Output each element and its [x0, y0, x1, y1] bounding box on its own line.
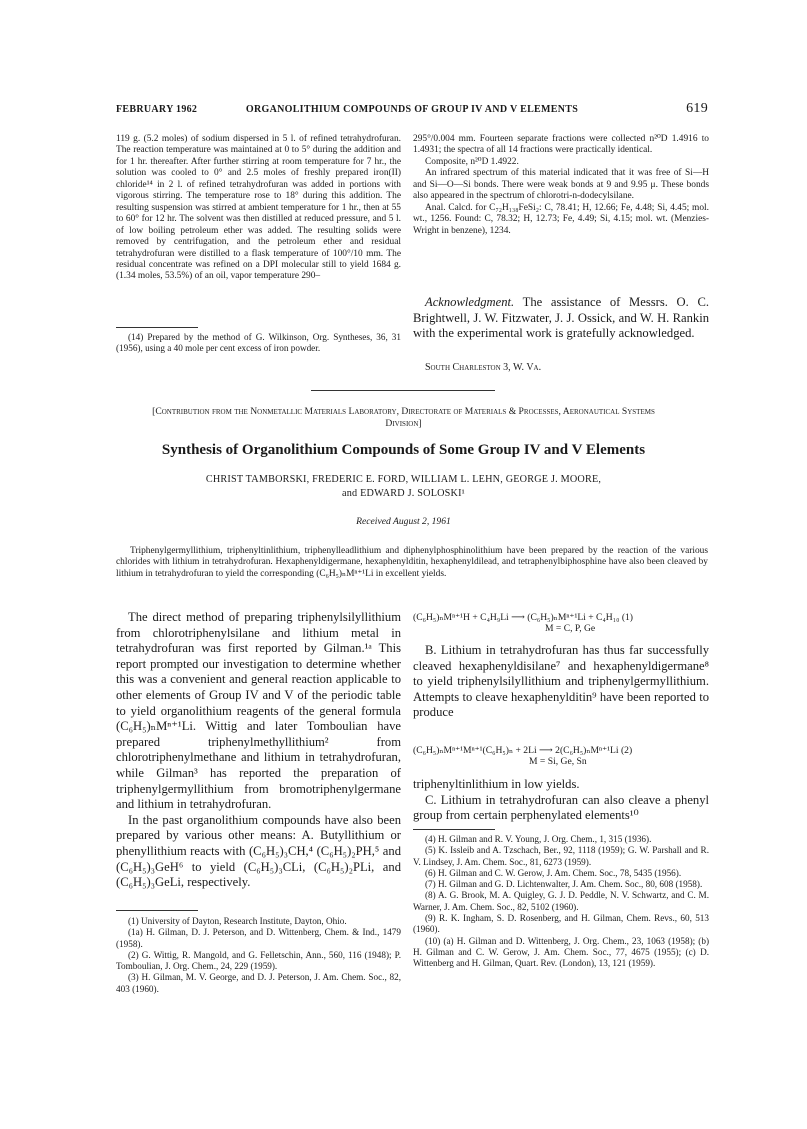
running-header [116, 101, 708, 120]
equation-2 [413, 745, 709, 767]
body-left-footnotes [116, 916, 401, 995]
footnote: (9) R. K. Ingham, S. D. Rosenberg, and H. Gilman, Chem. Revs., 60, 513 (1960). [413, 913, 709, 935]
header-date: FEBRUARY 1962 [116, 104, 198, 115]
footnote: (1) University of Dayton, Research Institute, Dayton, Ohio. [128, 916, 347, 926]
paragraph-b: B. Lithium in tetrahydrofuran has thus far successfully cleaved hexaphenyldisilane⁷ and hexaphenyldigermane⁸ to yield triphenylsilyllithium and triphenylgermyllithium. Attempts to cleave hexaphenylditin⁹ have been reported to produce [413, 643, 709, 720]
header-title: ORGANOLITHIUM COMPOUNDS OF GROUP IV AND V ELEMENTS [245, 104, 579, 115]
authors-line-2: and EDWARD J. SOLOSKI¹ [342, 488, 465, 499]
body-right-footnotes [413, 834, 709, 970]
top-right-column [413, 134, 709, 237]
methods-paragraph: In the past organolithium compounds have also been prepared by various other means: A. Butyllithium or phenyllithium reacts with (C₆H₅)₃CH,⁴ (C₆H₅)₂PH,⁵ and (C₆H₅)₃GeH⁶ to yield (C₆H₅)₃CLi, (C₆H₅)₂PLi, and (C₆H₅)₃GeLi, respectively. [116, 812, 401, 890]
footnote: (3) H. Gilman, M. V. George, and D. J. Peterson, J. Am. Chem. Soc., 82, 403 (1960). [116, 972, 401, 994]
abstract: Triphenylgermyllithium, triphenyltinlithium, triphenylleadlithium and diphenylphosphinolithium have been prepared by the reaction of the various chlorides with lithium in tetrahydrofuran. Hexaphenyldigermane, hexaphenylditin, hexaphenyldilead, and tetraphenylbiphosphine have also been cleaved by lithium in tetrahydrofuran to yield the corresponding (C₆H₅)ₙMⁿ⁺¹Li in excellent yields. [116, 546, 708, 579]
equation-1-line: (C₆H₅)ₙMⁿ⁺¹H + C₄H₉Li ⟶ (C₆H₅)ₙMⁿ⁺¹Li + C₄H₁₀ (1) [413, 612, 634, 623]
footnote-14: (14) Prepared by the method of G. Wilkinson, Org. Syntheses, 36, 31 (1956), using a 40 mole per cent excess of iron powder. [116, 332, 401, 354]
contribution-note: [Contribution from the Nonmetallic Materials Laboratory, Directorate of Materials & Processes, Aeronautical Systems Division] [152, 406, 655, 429]
footnote-rule [116, 910, 198, 911]
footnote: (7) H. Gilman and G. D. Lichtenwalter, J. Am. Chem. Soc., 80, 608 (1958). [425, 879, 703, 890]
footnote: (1a) H. Gilman, D. J. Peterson, and D. Wittenberg, Chem. & Ind., 1479 (1958). [116, 927, 401, 949]
acknowledgment-label: Acknowledgment. [425, 295, 515, 309]
composite-line: Composite, n²⁰D 1.4922. [425, 156, 519, 167]
location: South Charleston 3, W. Va. [425, 362, 542, 373]
footnote: (5) K. Issleib and A. Tzschach, Ber., 92, 1118 (1959); G. W. Parshall and R. V. Lindsey, J. Am. Chem. Soc., 81, 6273 (1959). [413, 845, 709, 867]
authors-line-1: CHRIST TAMBORSKI, FREDERIC E. FORD, WILLIAM L. LEHN, GEORGE J. MOORE, [205, 474, 602, 485]
intro-paragraph: The direct method of preparing triphenylsilyllithium from chlorotriphenylsilane and lithium metal in tetrahydrofuran was first reported by Gilman.¹ᵃ This report prompted our investigation to determine whether this was a convenient and general reaction applicable to other elements of Group IV and V of the periodic table to yield organolithium reagents of the general formula (C₆H₅)ₙMⁿ⁺¹Li. Wittig and later Tomboulian have prepared triphenylmethyllithium² from chlorotriphenylmethane and lithium in tetrahydrofuran, while Gilman³ has reported the preparation of triphenylgermyllithium from bromotriphenylgermane and lithium in tetrahydrofuran. [116, 610, 401, 812]
paragraph-b-continued: triphenyltinlithium in low yields. [413, 777, 580, 791]
footnote: (2) G. Wittig, R. Mangold, and G. Felletschin, Ann., 560, 116 (1948); P. Tomboulian, J. Org. Chem., 24, 229 (1959). [116, 949, 401, 972]
acknowledgment-text: The assistance of Messrs. O. C. Brightwell, J. W. Fitzwater, J. J. Ossick, and W. H. Rankin with the experimental work is gratefully acknowledged. [413, 295, 709, 341]
fractions-paragraph: 295°/0.004 mm. Fourteen separate fractions were collected n²⁰D 1.4916 to 1.4931; the spectra of all 14 fractions were practically identical. [413, 134, 709, 156]
footnote: (8) A. G. Brook, M. A. Quigley, G. J. D. Peddle, N. V. Schwartz, and C. M. Warner, J. Am. Chem. Soc., 82, 5102 (1960). [413, 890, 709, 912]
experimental-paragraph: 119 g. (5.2 moles) of sodium dispersed in 5 l. of refined tetrahydrofuran. The reaction temperature was maintained at 0 to 5° during the addition and for 1 hr. thereafter. After further stirring at room temperature for 7 hr., the solution was cooled to 0° and 2.5 moles of freshly prepared iron(II) chloride¹⁴ in 2 l. of refined tetrahydrofuran was added in portions with vigorous stirring. The temperature rose to 18° during this addition. The resulting suspension was stirred at ambient temperature for 1 hr., then at 55 to 60° for 12 hr. The solvent was then distilled at reduced pressure, and 5 l. of low boiling petroleum ether was added. The resulting solids were removed by centrifugation, and the petroleum ether and residual tetrahydrofuran were distilled to a flask temperature of 100°/10 mm. The residual concentrate was refined on a DPI molecular still to yield 1684 g. (1.34 moles, 53.5%) of an oil, vapor temperature 290– [116, 134, 401, 282]
received-date: Received August 2, 1961 [356, 516, 451, 527]
footnote: (6) H. Gilman and C. W. Gerow, J. Am. Chem. Soc., 78, 5435 (1956). [425, 867, 682, 878]
equation-1 [413, 612, 709, 634]
footnote-rule [116, 327, 198, 328]
equation-2-line: (C₆H₅)ₙMⁿ⁺¹Mⁿ⁺¹(C₆H₅)ₙ + 2Li ⟶ 2(C₆H₅)ₙMⁿ⁺¹Li (2) [413, 745, 633, 756]
section-divider [311, 390, 495, 391]
equation-1-condition: M = C, P, Ge [545, 623, 596, 634]
footnote-rule [413, 829, 495, 830]
article-title: Synthesis of Organolithium Compounds of Some Group IV and V Elements [161, 442, 646, 458]
paragraph-c [413, 777, 709, 824]
top-left-footnote [116, 332, 401, 355]
analysis-paragraph: Anal. Calcd. for C₇₂H₁₃₈FeSi₂: C, 78.41; H, 12.66; Fe, 4.48; Si, 4.45; mol. wt., 1256. Found: C, 78.32; H, 12.73; Fe, 4.49; Si, 4.15; mol. wt. (Menzies-Wright in benzene), 1234. [413, 202, 709, 236]
equation-2-condition: M = Si, Ge, Sn [529, 756, 587, 767]
infrared-paragraph: An infrared spectrum of this material indicated that it was free of Si—H and Si—O—Si bonds. There were weak bonds at 9 and 9.95 μ. These bonds also appeared in the spectrum of chlorotri-n-dodecylsilane. [413, 168, 709, 202]
body-left-column [116, 610, 401, 891]
footnote: (10) (a) H. Gilman and D. Wittenberg, J. Org. Chem., 23, 1063 (1958); (b) H. Gilman and C. W. Gerow, J. Am. Chem. Soc., 77, 4675 (1955); (c) D. Wittenberg and H. Gilman, Quart. Rev. (London), 13, 121 (1959). [413, 935, 709, 969]
page-number: 619 [686, 101, 708, 116]
top-left-column [116, 134, 401, 283]
footnote: (4) H. Gilman and R. V. Young, J. Org. Chem., 1, 315 (1936). [425, 834, 652, 844]
acknowledgment [413, 295, 709, 342]
paragraph-c-text: C. Lithium in tetrahydrofuran can also cleave a phenyl group from certain perphenylated elements¹⁰ [413, 792, 709, 823]
